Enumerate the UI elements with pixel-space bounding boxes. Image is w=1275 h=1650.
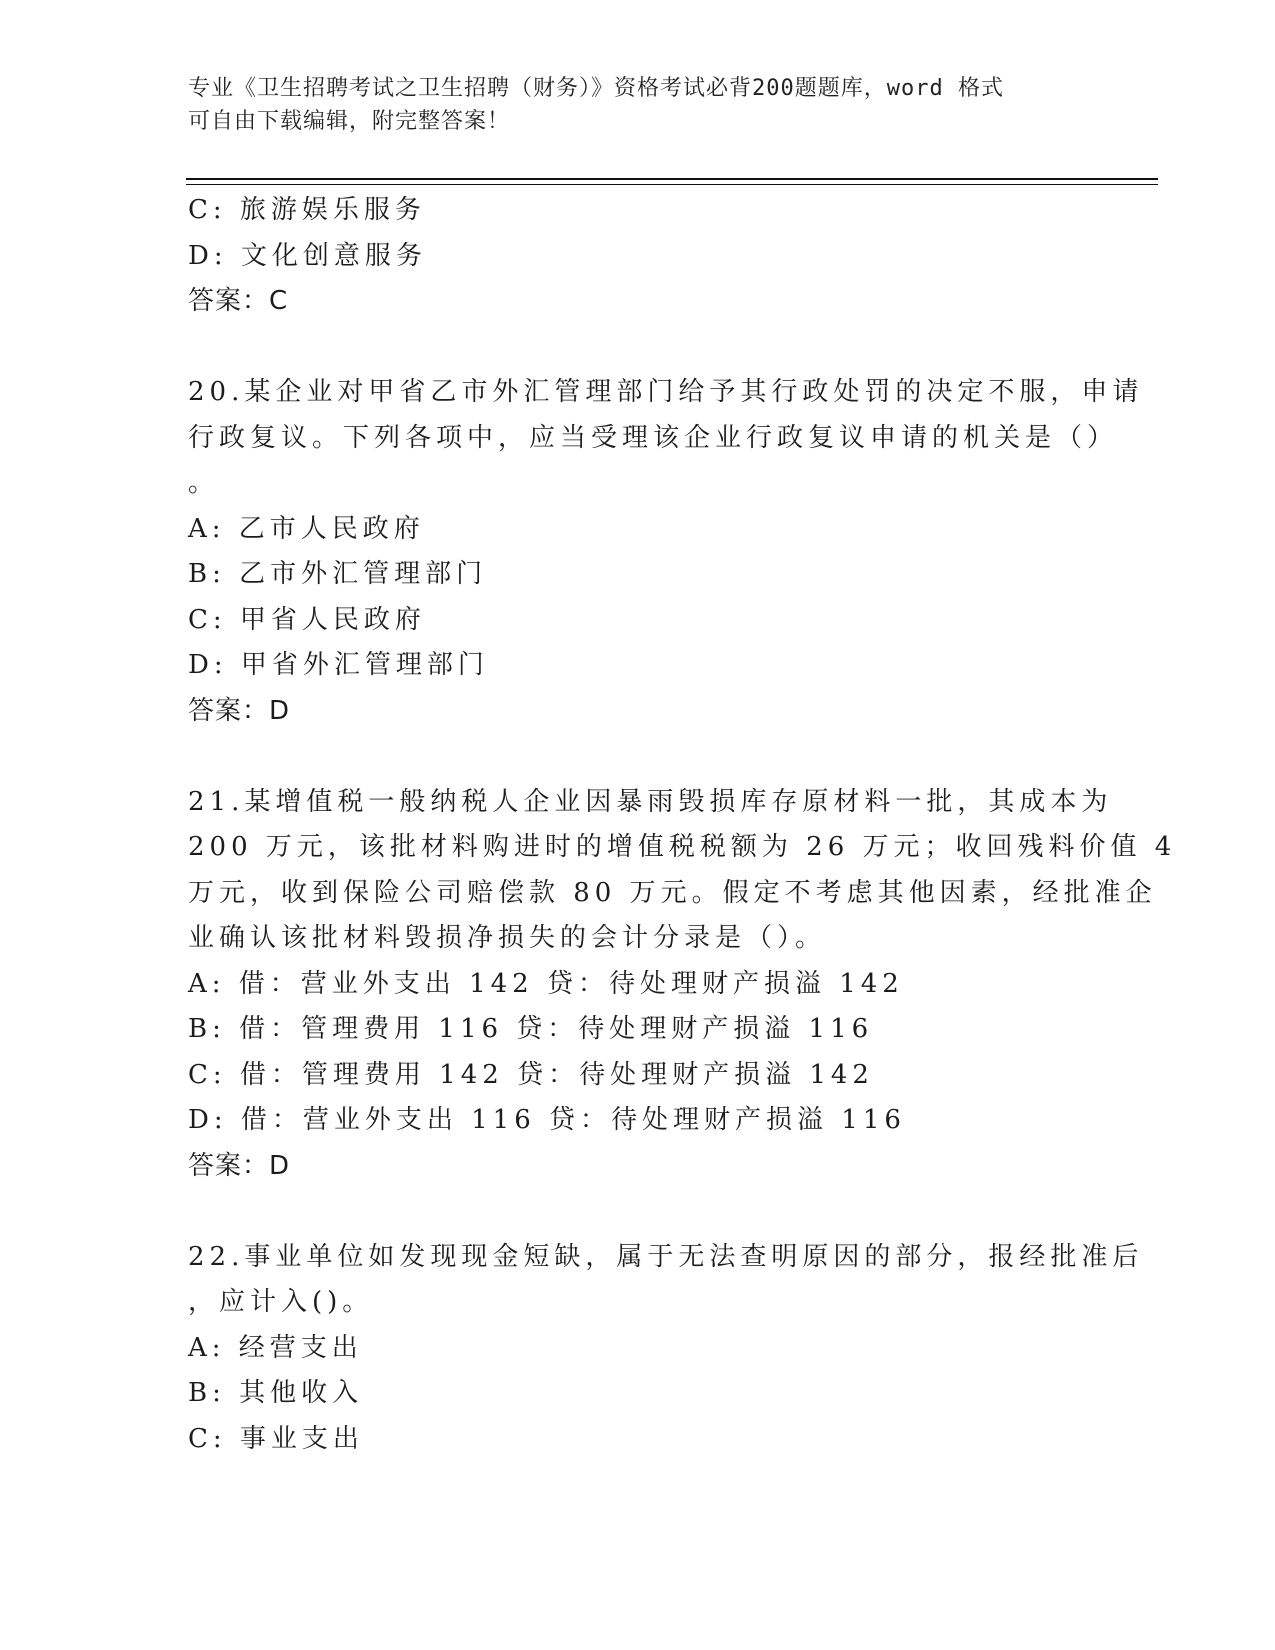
option-a: A: 借：营业外支出 142 贷：待处理财产损溢 142 [188, 968, 904, 999]
option-c: C: 借：管理费用 142 贷：待处理财产损溢 142 [188, 1059, 874, 1090]
question-text: 万元，收到保险公司赔偿款 80 万元。假定不考虑其他因素，经批准企 [188, 877, 1157, 908]
option-a: A: 经营支出 [188, 1332, 363, 1363]
document-body [188, 188, 1177, 1462]
header-rule-thick [186, 178, 1158, 180]
answer: 答案：D [188, 695, 291, 726]
spacer [188, 325, 1088, 371]
question-21 [188, 780, 1177, 1190]
header-line-2: 可自由下载编辑，附完整答案！ [188, 109, 511, 134]
option-d: D: 甲省外汇管理部门 [188, 650, 489, 680]
question-19-tail [188, 188, 1088, 325]
question-text: 200 万元，该批材料购进时的增值税税额为 26 万元；收回残料价值 4 [188, 832, 1177, 862]
option-a: A: 乙市人民政府 [188, 513, 425, 544]
option-b: B: 其他收入 [188, 1378, 364, 1408]
option-d: D: 借：营业外支出 116 贷：待处理财产损溢 116 [188, 1105, 906, 1135]
option-c: C: 事业支出 [188, 1423, 364, 1454]
option-c: C: 旅游娱乐服务 [188, 195, 426, 225]
question-text: 20.某企业对甲省乙市外汇管理部门给予其行政处罚的决定不服，申请 [188, 377, 1144, 407]
question-text: 。 [188, 468, 220, 498]
document-header [188, 72, 1068, 138]
question-text: 行政复议。下列各项中，应当受理该企业行政复议申请的机关是（） [188, 422, 1119, 453]
option-b: B: 借：管理费用 116 贷：待处理财产损溢 116 [188, 1014, 874, 1044]
answer: 答案：C [188, 286, 289, 316]
option-c: C: 甲省人民政府 [188, 604, 426, 635]
header-rule-thin [186, 184, 1158, 185]
question-text: 业确认该批材料毁损净损失的会计分录是（）。 [188, 923, 827, 953]
header-line-1: 专业《卫生招聘考试之卫生招聘（财务）》资格考试必背200题题库，word 格式 [188, 76, 1004, 101]
answer: 答案：D [188, 1150, 291, 1181]
question-text: ，应计入()。 [188, 1287, 374, 1317]
spacer [188, 734, 1088, 780]
question-text: 22.事业单位如发现现金短缺，属于无法查明原因的部分，报经批准后 [188, 1241, 1144, 1272]
option-b: B: 乙市外汇管理部门 [188, 559, 488, 589]
question-text: 21.某增值税一般纳税人企业因暴雨毁损库存原材料一批，其成本为 [188, 786, 1113, 817]
question-22 [188, 1235, 1144, 1463]
question-20 [188, 370, 1144, 734]
spacer [188, 1189, 1088, 1235]
option-d: D: 文化创意服务 [188, 240, 427, 271]
